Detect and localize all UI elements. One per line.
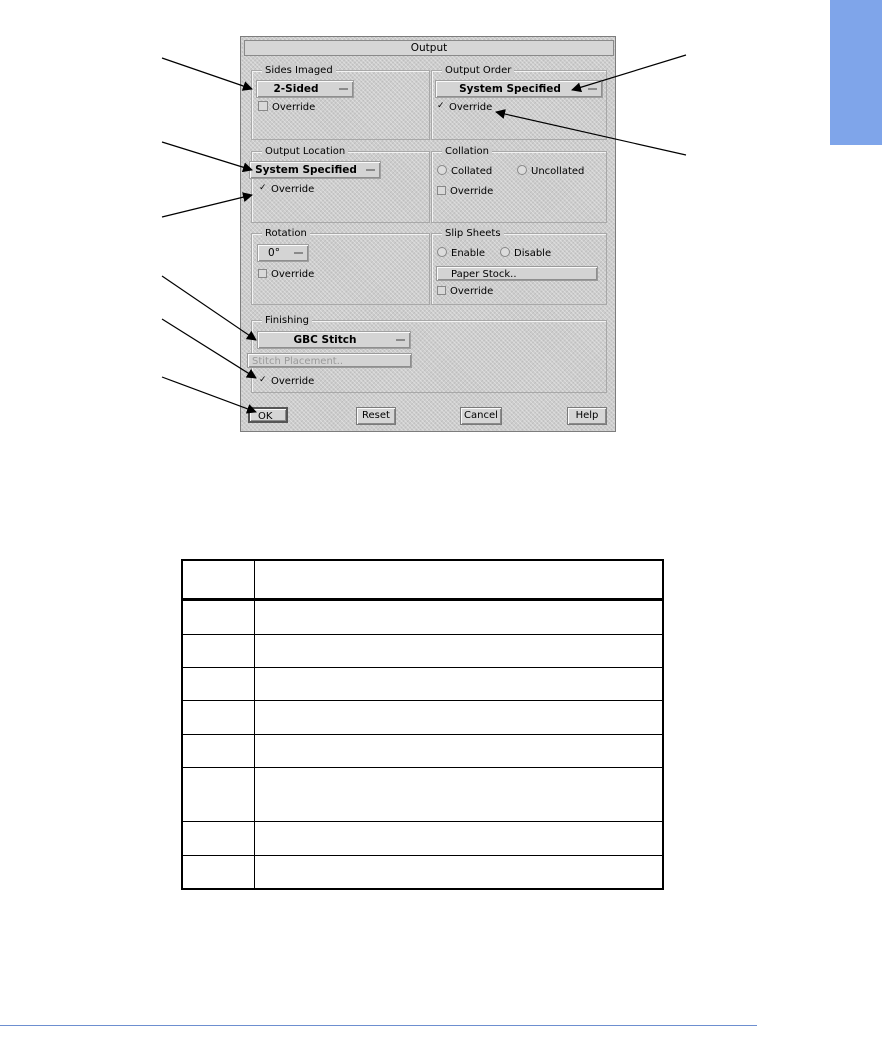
finishing-value: GBC Stitch (293, 334, 357, 346)
output-location-override[interactable] (258, 183, 314, 197)
output-order-menu[interactable] (435, 80, 603, 98)
sides-imaged-value: 2-Sided (273, 83, 319, 95)
output-location-legend: Output Location (262, 145, 348, 158)
slip-sheets-group (431, 228, 607, 305)
table-cell (255, 822, 664, 855)
table-row (182, 701, 663, 734)
disable-label: Disable (514, 248, 552, 259)
sides-imaged-menu[interactable] (256, 80, 354, 98)
table-cell (182, 855, 255, 889)
paper-stock-label: Paper Stock.. (451, 269, 517, 280)
radio-icon[interactable] (437, 247, 447, 257)
reference-table (181, 559, 664, 890)
table-row (182, 855, 663, 889)
override-label: Override (271, 269, 315, 280)
finishing-menu[interactable] (257, 331, 411, 349)
uncollated-label: Uncollated (531, 166, 585, 177)
sides-imaged-legend: Sides Imaged (262, 64, 336, 77)
checkbox-checked-icon[interactable]: ✓ (437, 100, 445, 111)
table-row (182, 634, 663, 667)
table-row (182, 734, 663, 767)
table-cell (182, 734, 255, 767)
table-row (182, 667, 663, 700)
finishing-group (251, 315, 607, 393)
output-dialog (240, 36, 616, 432)
radio-icon[interactable] (500, 247, 510, 257)
rotation-group (251, 228, 430, 305)
output-location-menu[interactable] (249, 161, 381, 179)
slip-sheets-override[interactable] (437, 285, 493, 299)
output-order-legend: Output Order (442, 64, 514, 77)
checkbox-icon[interactable] (258, 269, 267, 278)
override-label: Override (450, 186, 494, 197)
collation-group (431, 146, 607, 223)
table-cell (255, 734, 664, 767)
table-cell (182, 767, 255, 821)
checkbox-checked-icon[interactable]: ✓ (259, 374, 267, 385)
menu-indicator-icon (339, 88, 348, 90)
help-button[interactable]: Help (567, 407, 607, 425)
rotation-legend: Rotation (262, 227, 310, 240)
output-order-value: System Specified (459, 83, 561, 95)
collation-legend: Collation (442, 145, 492, 158)
table-cell (182, 822, 255, 855)
paper-stock-button[interactable] (436, 266, 598, 281)
enable-label: Enable (451, 248, 486, 259)
rotation-override[interactable] (258, 268, 314, 282)
sides-imaged-group (251, 65, 430, 140)
override-label: Override (271, 184, 315, 195)
dialog-title: Output (244, 40, 614, 56)
table-cell (255, 855, 664, 889)
output-location-group (251, 146, 430, 223)
footer-rule (0, 1025, 757, 1026)
disable-radio[interactable] (500, 247, 551, 261)
table-cell (182, 560, 255, 600)
checkbox-icon[interactable] (258, 101, 268, 111)
menu-indicator-icon (396, 339, 405, 341)
stitch-placement-button[interactable] (247, 353, 412, 368)
table-row (182, 822, 663, 855)
checkbox-checked-icon[interactable]: ✓ (259, 182, 267, 193)
table-cell (255, 560, 664, 600)
table-cell (182, 667, 255, 700)
table-cell (182, 701, 255, 734)
callout-line-sides-imaged (162, 58, 252, 89)
menu-indicator-icon (588, 88, 597, 90)
callout-line-location-override (162, 195, 252, 217)
checkbox-icon[interactable] (437, 186, 446, 195)
table-cell (255, 600, 664, 634)
table-cell (182, 634, 255, 667)
finishing-legend: Finishing (262, 314, 312, 327)
output-order-override[interactable] (436, 101, 492, 115)
stitch-placement-label: Stitch Placement.. (252, 356, 344, 367)
output-location-value: System Specified (255, 164, 357, 176)
table-cell (255, 634, 664, 667)
sides-imaged-override[interactable] (258, 101, 315, 115)
collated-radio[interactable] (437, 165, 492, 179)
radio-icon[interactable] (517, 165, 527, 175)
override-label: Override (450, 286, 494, 297)
uncollated-radio[interactable] (517, 165, 584, 179)
table-cell (255, 701, 664, 734)
cancel-button[interactable]: Cancel (460, 407, 502, 425)
table-cell (255, 667, 664, 700)
output-order-group (431, 65, 607, 140)
table-cell (255, 767, 664, 821)
finishing-override[interactable] (258, 375, 314, 389)
callout-line-output-location (162, 142, 252, 170)
rotation-menu[interactable] (257, 244, 309, 262)
table-row (182, 600, 663, 634)
radio-icon[interactable] (437, 165, 447, 175)
collated-label: Collated (451, 166, 493, 177)
table-cell (182, 600, 255, 634)
chapter-tab (830, 0, 882, 145)
override-label: Override (271, 376, 315, 387)
checkbox-icon[interactable] (437, 286, 446, 295)
enable-radio[interactable] (437, 247, 485, 261)
ok-button[interactable]: OK (248, 407, 288, 423)
table-header-row (182, 560, 663, 600)
override-label: Override (272, 102, 316, 113)
table-row (182, 767, 663, 821)
override-label: Override (449, 102, 493, 113)
menu-indicator-icon (294, 252, 303, 254)
rotation-value: 0° (268, 247, 280, 259)
collation-override[interactable] (437, 185, 493, 199)
menu-indicator-icon (366, 169, 375, 171)
slip-sheets-legend: Slip Sheets (442, 227, 504, 240)
reset-button[interactable]: Reset (356, 407, 396, 425)
